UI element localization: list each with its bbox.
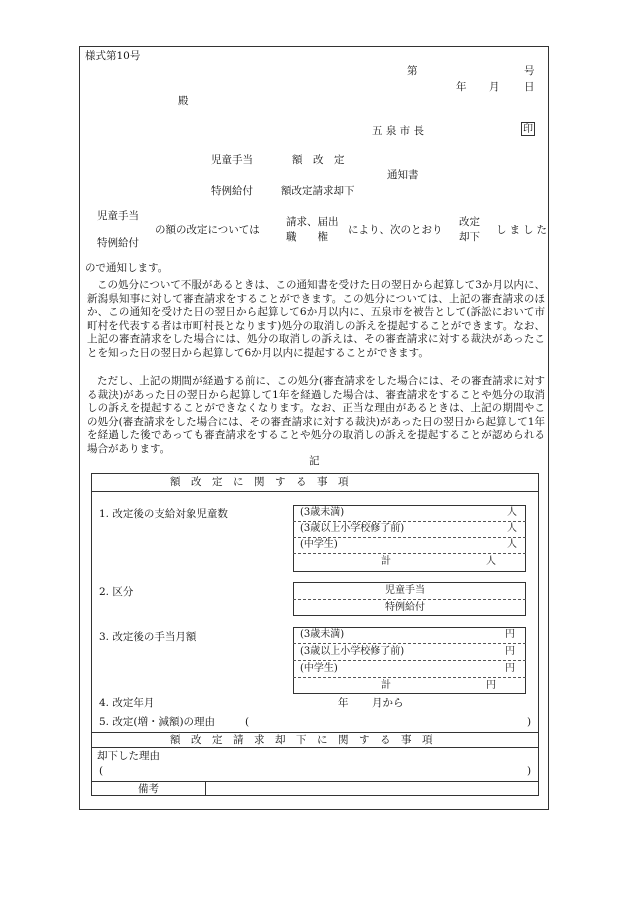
intro-continuation: ので通知します。 [85,262,169,274]
paragraph-appeal: この処分について不服があるときは、この通知書を受けた日の翌日から起算して3か月以内に、新潟県知事に対して審査請求をすることができます。この処分については、上記の審査請求のほか、この通知を受けた日の翌日から起算して6か月以内に、五泉市を被告として(訴訟において市町村を代表する者は市町村長となります)処分の取消しの訴えを提起することができます。なお、上記の審査請求をした場合には、処分の取消しの訴えは、その審査請求に対する裁決があったことを知った日の翌日から起算して6か月以内に提起することができます。 [87,279,545,359]
item3-row-label: (3歳以上小学校修了前) [300,646,405,657]
intro-done: しました [496,224,550,236]
rejection-reason-label: 却下した理由 [97,750,160,762]
item2-option-child-allowance: 児童手当 [385,585,425,596]
divider [293,599,526,600]
number-suffix: 号 [524,65,535,77]
date-year: 年 [456,81,467,93]
item3-total-label: 計 [381,680,391,691]
rejection-paren-open: ( [99,765,104,777]
intro-reason-request: 請求、届出 [286,216,339,228]
item3-row-unit: 円 [505,663,515,674]
item3-row-unit: 円 [505,629,515,640]
item1-total-label: 計 [381,556,391,567]
intro-action-revise: 改定 [459,216,480,228]
mayor-name: 五 泉 市 長 [372,125,425,137]
divider [293,660,526,661]
ki-mark: 記 [309,455,320,467]
remarks-label: 備考 [138,783,159,795]
divider [293,553,526,554]
title-child-allowance: 児童手当 [211,154,253,166]
item3-label: 3. 改定後の手当月額 [99,631,197,643]
intro-action-reject: 却下 [459,231,480,243]
seal-stamp: 印 [523,124,533,135]
item1-row-label: (中学生) [300,539,338,550]
item1-row-unit: 人 [507,539,517,550]
item3-total-unit: 円 [486,680,496,691]
item5-paren-close: ) [527,716,532,728]
item1-row-label: (3歳以上小学校修了前) [300,523,405,534]
paragraph-limitation: ただし、上記の期間が経過する前に、この処分(審査請求をした場合には、その審査請求に対する裁決)があった日の翌日から起算して1年を経過した場合は、審査請求をすることや処分の取消しの訴えを提起することができなくなります。なお、正当な理由があるときは、上記の期間やこの処分(審査請求をした場合には、その審査請求に対する裁決)があった日の翌日から起算して1年を経過した後であっても審査請求をすることや処分の取消しの訴えを提起することが認められる場合があります。 [87,375,545,455]
item2-label: 2. 区分 [99,586,134,598]
form-number: 様式第10号 [85,50,141,62]
intro-reason-ex-officio: 職 権 [286,231,328,243]
rejection-paren-close: ) [527,765,532,777]
item5-label: 5. 改定(増・減額)の理由 [99,716,216,728]
number-prefix: 第 [407,65,418,77]
item1-row-unit: 人 [507,523,517,534]
section1-title: 額 改 定 に 関 す る 事 項 [170,476,349,488]
item1-total-unit: 人 [486,556,496,567]
divider [91,732,539,733]
intro-by-text: により、次のとおり [348,224,443,236]
item1-label: 1. 改定後の支給対象児童数 [99,508,228,520]
section2-title: 額 改 定 請 求 却 下 に 関 す る 事 項 [170,734,433,746]
intro-special-benefit: 特例給付 [97,237,139,249]
divider [91,491,539,492]
item4-month: 月から [372,697,404,709]
item5-paren-open: ( [245,716,250,728]
item4-label: 4. 改定年月 [99,697,155,709]
title-notice: 通知書 [387,169,419,181]
divider [293,643,526,644]
intro-middle-text: の額の改定については [155,224,260,236]
divider [293,537,526,538]
item4-year: 年 [338,697,349,709]
item3-row-label: (中学生) [300,663,338,674]
divider [293,677,526,678]
divider [205,781,206,796]
item3-row-label: (3歳未満) [300,629,345,640]
intro-child-allowance: 児童手当 [97,210,139,222]
item1-row-label: (3歳未満) [300,507,345,518]
title-special-benefit: 特例給付 [211,185,253,197]
item1-row-unit: 人 [507,507,517,518]
date-month: 月 [489,81,500,93]
title-revision: 額 改 定 [292,154,345,166]
item2-option-special-benefit: 特例給付 [385,602,425,613]
item3-row-unit: 円 [505,646,515,657]
divider [91,747,539,748]
divider [91,781,539,782]
addressee-suffix: 殿 [178,95,189,107]
divider [293,521,526,522]
title-rejection: 額改定請求却下 [281,185,355,197]
date-day: 日 [524,81,535,93]
